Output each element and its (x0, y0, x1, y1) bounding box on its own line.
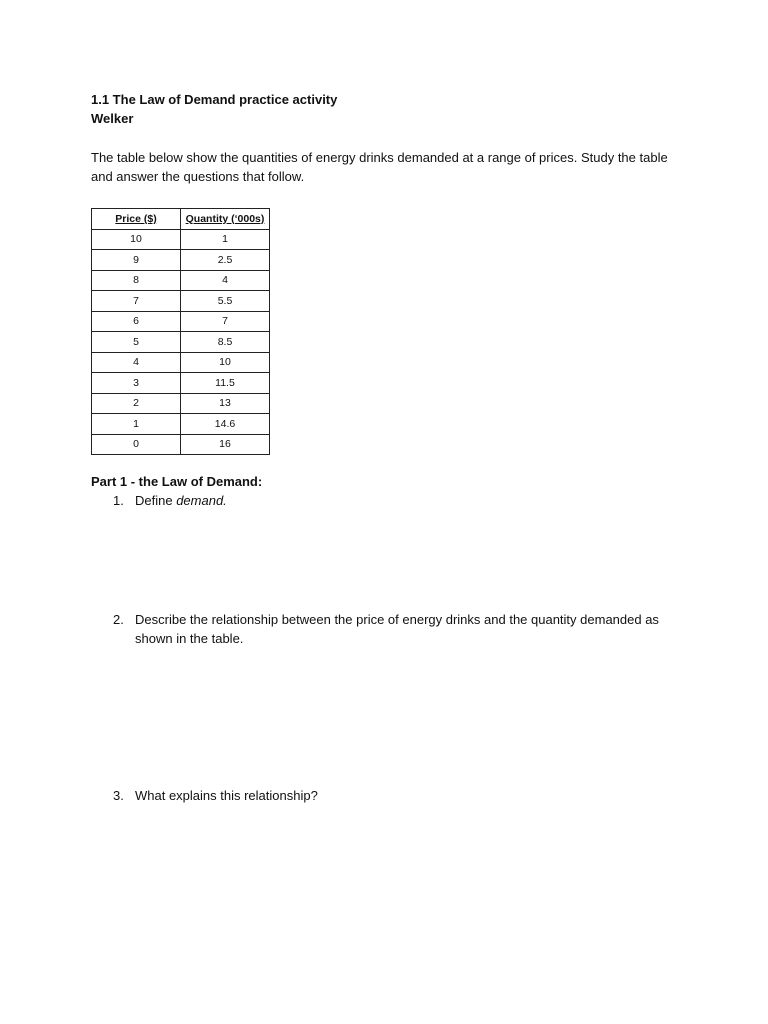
quantity-cell: 14.6 (181, 414, 270, 435)
quantity-cell: 5.5 (181, 291, 270, 312)
quantity-cell: 8.5 (181, 332, 270, 353)
table-row (92, 270, 270, 291)
question-text-lead: Define (135, 493, 177, 508)
price-cell: 4 (92, 352, 181, 373)
document-title: 1.1 The Law of Demand practice activity (91, 92, 338, 107)
table-row (92, 229, 270, 250)
document-author: Welker (91, 111, 134, 126)
question-2 (113, 610, 673, 648)
price-cell: 9 (92, 250, 181, 271)
price-cell: 0 (92, 434, 181, 455)
question-number: 2. (113, 612, 124, 627)
price-column-header: Price ($) (92, 209, 181, 230)
quantity-cell: 16 (181, 434, 270, 455)
price-cell: 5 (92, 332, 181, 353)
table-row (92, 352, 270, 373)
question-text: What explains this relationship? (135, 788, 318, 803)
table-row (92, 332, 270, 353)
question-text (135, 491, 227, 510)
question-number: 1. (113, 493, 124, 508)
table-row (92, 250, 270, 271)
price-cell: 6 (92, 311, 181, 332)
table-row (92, 393, 270, 414)
table-row (92, 414, 270, 435)
quantity-cell: 7 (181, 311, 270, 332)
table-row (92, 373, 270, 394)
quantity-cell: 2.5 (181, 250, 270, 271)
price-quantity-table (91, 208, 270, 455)
question-number: 3. (113, 788, 124, 803)
quantity-cell: 11.5 (181, 373, 270, 394)
question-text: Describe the relationship between the price of energy drinks and the quantity demanded as shown in the table. (135, 612, 659, 646)
quantity-cell: 13 (181, 393, 270, 414)
table-row (92, 311, 270, 332)
quantity-column-header: Quantity (‘000s) (181, 209, 270, 230)
quantity-cell: 4 (181, 270, 270, 291)
intro-paragraph: The table below show the quantities of energy drinks demanded at a range of prices. Study the table and answer the questions that follow. (91, 150, 668, 184)
quantity-cell: 1 (181, 229, 270, 250)
table-row (92, 434, 270, 455)
part1-heading: Part 1 - the Law of Demand: (91, 474, 263, 489)
price-cell: 2 (92, 393, 181, 414)
price-cell: 10 (92, 229, 181, 250)
table-header-row (92, 209, 270, 230)
price-cell: 3 (92, 373, 181, 394)
question-1 (113, 491, 673, 510)
price-cell: 8 (92, 270, 181, 291)
quantity-cell: 10 (181, 352, 270, 373)
price-cell: 1 (92, 414, 181, 435)
question-emphasis: demand. (176, 493, 227, 508)
question-3 (113, 786, 673, 805)
table-row (92, 291, 270, 312)
price-cell: 7 (92, 291, 181, 312)
